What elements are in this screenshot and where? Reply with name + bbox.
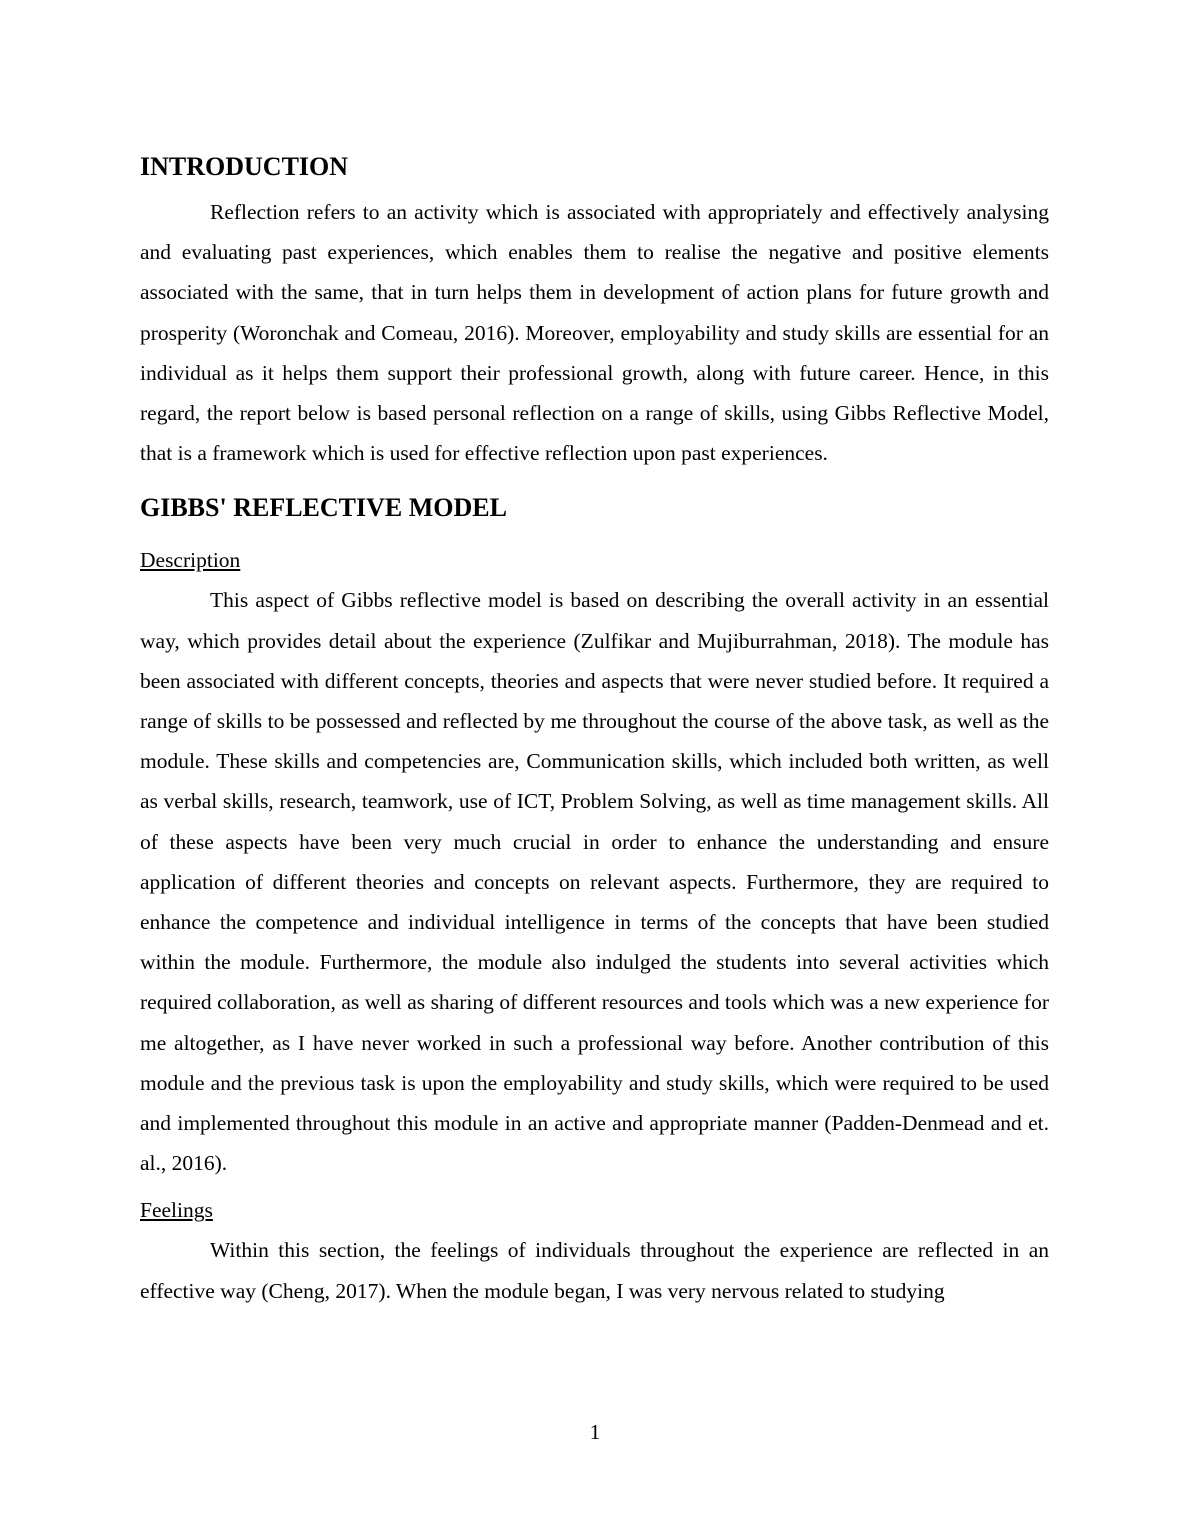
feelings-paragraph: Within this section, the feelings of individuals throughout the experience are reflected in an effective way (Cheng, 2017). When the module began, I was very nervous related to studying xyxy=(140,1238,1049,1303)
description-paragraph: This aspect of Gibbs reflective model is based on describing the overall activity in an essential way, which provides detail about the experience (Zulfikar and Mujiburrahman, 2018). The module has been associated with different concepts, theories and aspects that were never studied before. It required a range of skills to be possessed and reflected by me throughout the course of the above task, as well as the module. These skills and competencies are, Communication skills, which included both written, as well as verbal skills, research, teamwork, use of ICT, Problem Solving, as well as time management skills. All of these aspects have been very much crucial in order to enhance the understanding and ensure application of different theories and concepts on relevant aspects. Furthermore, they are required to enhance the competence and individual intelligence in terms of the concepts that have been studied within the module. Furthermore, the module also indulged the students into several activities which required collaboration, as well as sharing of different resources and tools which was a new experience for me altogether, as I have never worked in such a professional way before. Another contribution of this module and the previous task is upon the employability and study skills, which were required to be used and implemented throughout this module in an active and appropriate manner (Padden-Denmead and et. al., 2016). xyxy=(140,588,1049,1176)
heading-gibbs-reflective-model: GIBBS' REFLECTIVE MODEL xyxy=(140,493,507,523)
introduction-paragraph: Reflection refers to an activity which is associated with appropriately and effectively analysing and evaluating past experiences, which enables them to realise the negative and positive elements associated with the same, that in turn helps them in development of action plans for future growth and prosperity (Woronchak and Comeau, 2016). Moreover, employability and study skills are essential for an individual as it helps them support their professional growth, along with future career. Hence, in this regard, the report below is based personal reflection on a range of skills, using Gibbs Reflective Model, that is a framework which is used for effective reflection upon past experiences. xyxy=(140,200,1049,466)
heading-introduction: INTRODUCTION xyxy=(140,152,349,181)
page-content xyxy=(140,150,1049,1311)
page-number: 1 xyxy=(589,1420,601,1444)
subheading-description: Description xyxy=(140,548,241,573)
subheading-feelings: Feelings xyxy=(140,1198,213,1223)
